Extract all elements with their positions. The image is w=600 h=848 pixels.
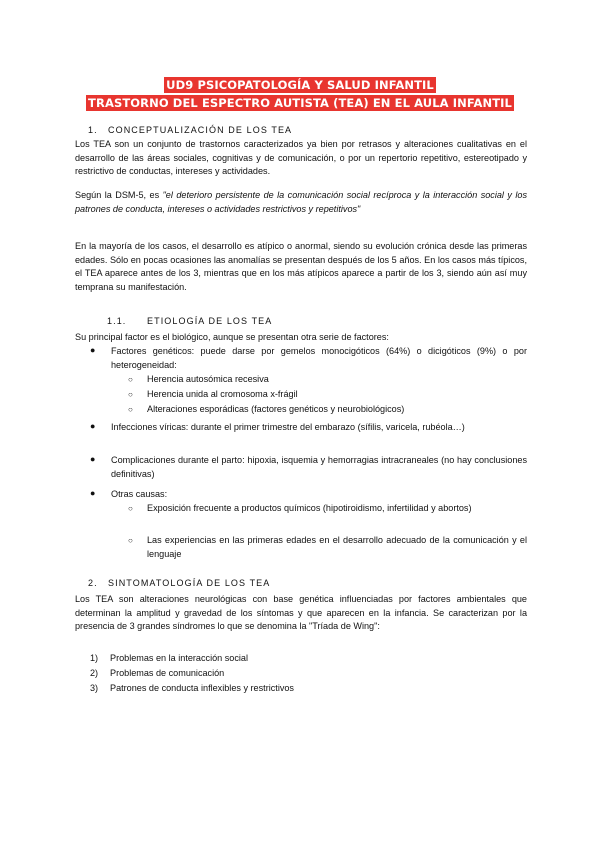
circle-bullet-icon: ○ (128, 390, 133, 399)
triad-item: Problemas en la interacción social (110, 653, 248, 663)
factor-item-viral: Infecciones víricas: durante el primer trimestre del embarazo (sífilis, varicela, rubéola…) (111, 422, 465, 432)
bullet-icon: ● (90, 488, 96, 498)
list-number: 3) (90, 683, 99, 693)
factor-subitem: Herencia autosómica recesiva (147, 374, 269, 384)
factor-item-other: Otras causas: (111, 489, 168, 499)
list-number: 1) (90, 653, 99, 663)
section-1-1-intro: Su principal factor es el biológico, aunque se presentan otra serie de factores: (75, 332, 389, 342)
document-page: UD9 PSICOPATOLOGÍA Y SALUD INFANTIL TRASTORNO DEL ESPECTRO AUTISTA (TEA) EN EL AULA INFANTIL 1. CONCEPTUALIZACIÓN DE LOS TEA Los TEA son un conjunto de trastornos caracterizados ya bien por retrasos y alteraciones cualitativas en el desarrollo de las áreas sociales, cognitivas y de comunicación, o por un repertorio repetitivo, estereotipado y restrictivo de conductas, intereses y actividades. Según la DSM-5, es "el deterioro persistente de la comunicación social recíproca y la interacción social y los patrones de conducta, intereses o actividades restrictivos y repetitivos" En la mayoría de los casos, el desarrollo es atípico o anormal, siendo su evolución crónica desde las primeras edades. Sólo en pocas ocasiones las anomalías se presentan después de los 5 años. En los casos más típicos, el TEA aparece antes de los 3, mientras que en los más atípicos aparece a partir de los 3, siendo aún así muy temprana su manifestación. 1.1. ETIOLOGÍA DE LOS TEA Su principal factor es el biológico, aunque se presentan otra serie de factores: ● Factores genéticos: puede darse por gemelos monocigóticos (64%) o dicigóticos (9%) o por heterogeneidad: ○ Herencia autosómica recesiva ○ Herencia unida al cromosoma x-frágil ○ Alteraciones esporádicas (factores genéticos y neurobiológicos) ● Infecciones víricas: durante el primer trimestre del embarazo (sífilis, varicela, rubéola…) ● Complicaciones durante el parto: hipoxia, isquemia y hemorragias intracraneales (no hay conclusiones definitivas) ● Otras causas: ○ Exposición frecuente a productos químicos (hipotiroidismo, infertilidad y abortos) ○ Las experiencias en las primeras edades en el desarrollo adecuado de la comunicación y el lenguaje 2. SINTOMATOLOGÍA DE LOS TEA Los TEA son alteraciones neurológicas con base genética influenciadas por factores ambientales que determinan la amplitud y gravedad de los síntomas y que aparecen en la infancia. Se caracterizan por la presencia de 3 grandes síndromes lo que se denomina la "Tríada de Wing": 1) Problemas en la interacción social 2) Problemas de comunicación 3) Patrones de conducta inflexibles y restrictivos (0, 0, 600, 848)
circle-bullet-icon: ○ (128, 405, 133, 414)
factor-subitem: Herencia unida al cromosoma x-frágil (147, 389, 298, 399)
factor-item-birth: Complicaciones durante el parto: hipoxia, isquemia y hemorragias intracraneales (no hay conclusiones definitivas) (111, 455, 527, 479)
factor-subitem: Alteraciones esporádicas (factores genéticos y neurobiológicos) (147, 404, 405, 414)
factor-subitem: Las experiencias en las primeras edades en el desarrollo adecuado de la comunicación y el lenguaje (147, 535, 527, 559)
factor-subitem: Exposición frecuente a productos químicos (hipotiroidismo, infertilidad y abortos) (147, 503, 472, 513)
title-line-1: UD9 PSICOPATOLOGÍA Y SALUD INFANTIL (166, 78, 434, 92)
circle-bullet-icon: ○ (128, 536, 133, 545)
section-1-paragraph-3: En la mayoría de los casos, el desarrollo es atípico o anormal, siendo su evolución crónica desde las primeras edades. Sólo en pocas ocasiones las anomalías se presentan después de los 5 años. En los casos más típicos, el TEA aparece antes de los 3, mientras que en los más atípicos aparece a partir de los 3, siendo aún así muy temprana su manifestación. (75, 241, 527, 292)
factor-item-genetic: Factores genéticos: puede darse por gemelos monocigóticos (64%) o dicigóticos (9%) o por heterogeneidad: (111, 346, 527, 370)
circle-bullet-icon: ○ (128, 504, 133, 513)
triad-item: Patrones de conducta inflexibles y restrictivos (110, 683, 294, 693)
section-1-paragraph-1: Los TEA son un conjunto de trastornos caracterizados ya bien por retrasos y alteraciones cualitativas en el desarrollo de las áreas sociales, cognitivas y de comunicación, o por un repertorio repetitivo, estereotipado y restrictivo de conductas, intereses y actividades. (75, 139, 527, 176)
triad-item: Problemas de comunicación (110, 668, 225, 678)
circle-bullet-icon: ○ (128, 375, 133, 384)
bullet-icon: ● (90, 454, 96, 464)
bullet-icon: ● (90, 421, 96, 431)
section-2-paragraph: Los TEA son alteraciones neurológicas con base genética influenciadas por factores ambientales que determinan la amplitud y gravedad de los síntomas y que aparecen en la infancia. Se caracterizan por la presencia de 3 grandes síndromes lo que se denomina la "Tríada de Wing": (75, 594, 527, 631)
section-1-paragraph-2: Según la DSM-5, es "el deterioro persistente de la comunicación social recíproca y la interacción social y los patrones de conducta, intereses o actividades restrictivos y repetitivos" (75, 190, 528, 214)
dsm5-quote: "el deterioro persistente de la comunicación social recíproca y la interacción social y los patrones de conducta, intereses o actividades restrictivos y repetitivos" (75, 190, 528, 214)
bullet-icon: ● (90, 345, 96, 355)
title-line-2: TRASTORNO DEL ESPECTRO AUTISTA (TEA) EN EL AULA INFANTIL (88, 96, 512, 110)
list-number: 2) (90, 668, 99, 678)
